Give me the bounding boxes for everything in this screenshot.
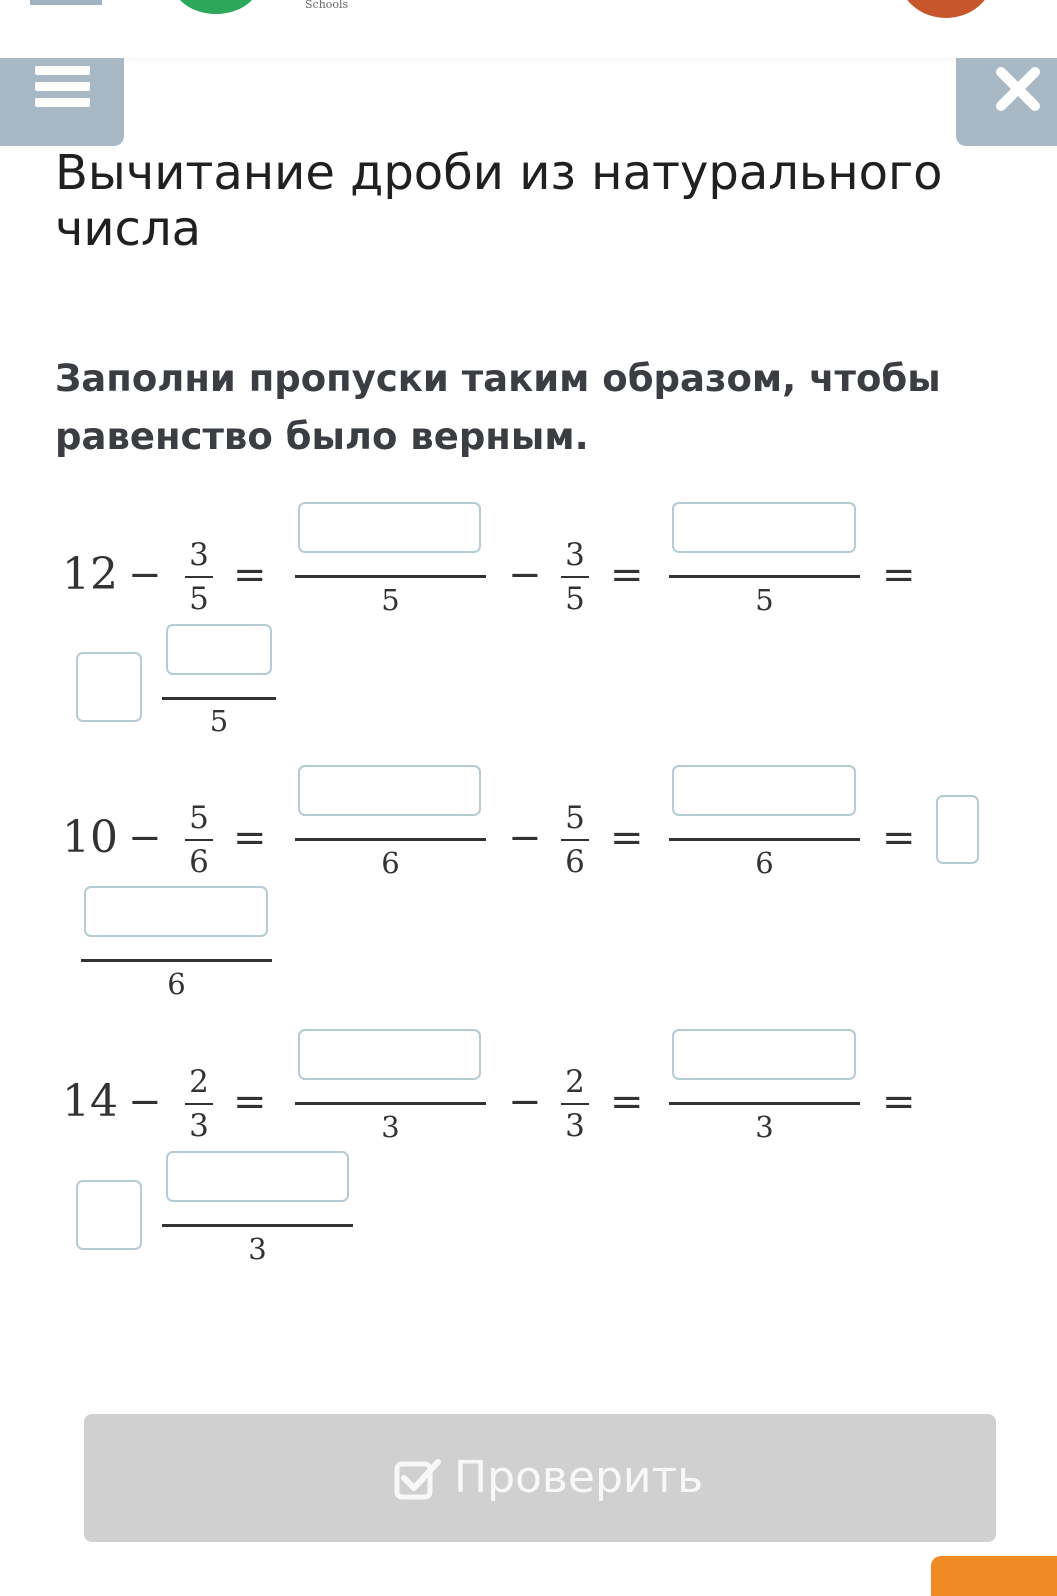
hamburger-icon-bar [35, 98, 90, 107]
fraction-denominator: 3 [381, 1110, 400, 1144]
numerator-input[interactable] [166, 1151, 349, 1202]
fraction-line [669, 1102, 860, 1105]
fraction-numerator: 2 [565, 1064, 585, 1100]
equals-sign: = [882, 1079, 916, 1125]
whole-part-input[interactable] [76, 1180, 142, 1250]
next-button[interactable] [931, 1556, 1057, 1596]
equals-sign: = [233, 552, 267, 598]
numerator-input[interactable] [298, 1029, 481, 1080]
equals-sign: = [882, 815, 916, 861]
equals-sign: = [233, 815, 267, 861]
numerator-input[interactable] [84, 886, 268, 937]
fraction-line [295, 838, 486, 841]
fraction-line [561, 839, 589, 841]
checkbox-check-icon [394, 1456, 442, 1500]
minus-sign: − [508, 815, 542, 861]
numerator-input[interactable] [672, 502, 856, 553]
fraction-line [561, 576, 589, 578]
fraction-line [162, 1224, 353, 1227]
user-avatar[interactable] [898, 0, 994, 18]
logo-caption: Schools [305, 0, 349, 11]
numerator-input[interactable] [298, 502, 481, 553]
fraction-denominator: 3 [248, 1232, 267, 1266]
close-icon [995, 66, 1041, 112]
minus-sign: − [508, 552, 542, 598]
header-tab-indicator [30, 0, 102, 5]
minus-sign: − [128, 1079, 162, 1125]
fraction-line [295, 1102, 486, 1105]
whole-part-input[interactable] [76, 652, 142, 722]
fraction-denominator: 5 [381, 583, 400, 617]
close-button[interactable] [956, 58, 1057, 146]
hamburger-icon-bar [35, 82, 90, 91]
fraction-denominator: 5 [189, 581, 209, 617]
fraction-denominator: 3 [565, 1108, 585, 1144]
fraction-denominator: 5 [755, 583, 774, 617]
task-instruction: Заполни пропуски таким образом, чтобы равенство было верным. [55, 357, 941, 458]
numerator-input[interactable] [672, 1029, 856, 1080]
minus-sign: − [128, 815, 162, 861]
numerator-input[interactable] [298, 765, 481, 816]
equals-sign: = [610, 815, 644, 861]
fraction-denominator: 6 [381, 846, 400, 880]
fraction-denominator: 6 [189, 844, 209, 880]
fraction-numerator: 2 [189, 1064, 209, 1100]
fraction-line [561, 1103, 589, 1105]
fraction-line [185, 839, 213, 841]
fraction-line [185, 576, 213, 578]
fraction-line [669, 575, 860, 578]
fraction-denominator: 6 [755, 846, 774, 880]
check-button[interactable] [84, 1414, 996, 1542]
fraction-numerator: 5 [565, 800, 585, 836]
equals-sign: = [882, 552, 916, 598]
fraction-numerator: 3 [189, 537, 209, 573]
fraction-denominator: 6 [167, 967, 186, 1001]
fraction-line [185, 1103, 213, 1105]
equals-sign: = [610, 1079, 644, 1125]
whole-part-input[interactable] [936, 795, 979, 864]
menu-button[interactable] [0, 58, 124, 146]
fraction-denominator: 5 [565, 581, 585, 617]
fraction-line [295, 575, 486, 578]
equals-sign: = [610, 552, 644, 598]
numerator-input[interactable] [672, 765, 856, 816]
fraction-line [81, 959, 272, 962]
site-logo[interactable] [172, 0, 260, 14]
whole-number: 12 [62, 549, 118, 600]
whole-number: 10 [62, 812, 118, 863]
fraction-numerator: 3 [565, 537, 585, 573]
numerator-input[interactable] [166, 624, 272, 675]
whole-number: 14 [62, 1076, 118, 1127]
fraction-denominator: 6 [565, 844, 585, 880]
fraction-numerator: 5 [189, 800, 209, 836]
hamburger-icon [35, 66, 90, 75]
equals-sign: = [233, 1079, 267, 1125]
top-header [0, 0, 1057, 58]
fraction-denominator: 3 [755, 1110, 774, 1144]
page-title: Вычитание дроби из натурального числа [55, 145, 943, 257]
fraction-denominator: 5 [209, 704, 229, 738]
fraction-line [162, 697, 276, 700]
minus-sign: − [508, 1079, 542, 1125]
fraction-line [669, 838, 860, 841]
check-button-label: Проверить [454, 1452, 704, 1503]
fraction-denominator: 3 [189, 1108, 209, 1144]
minus-sign: − [128, 552, 162, 598]
